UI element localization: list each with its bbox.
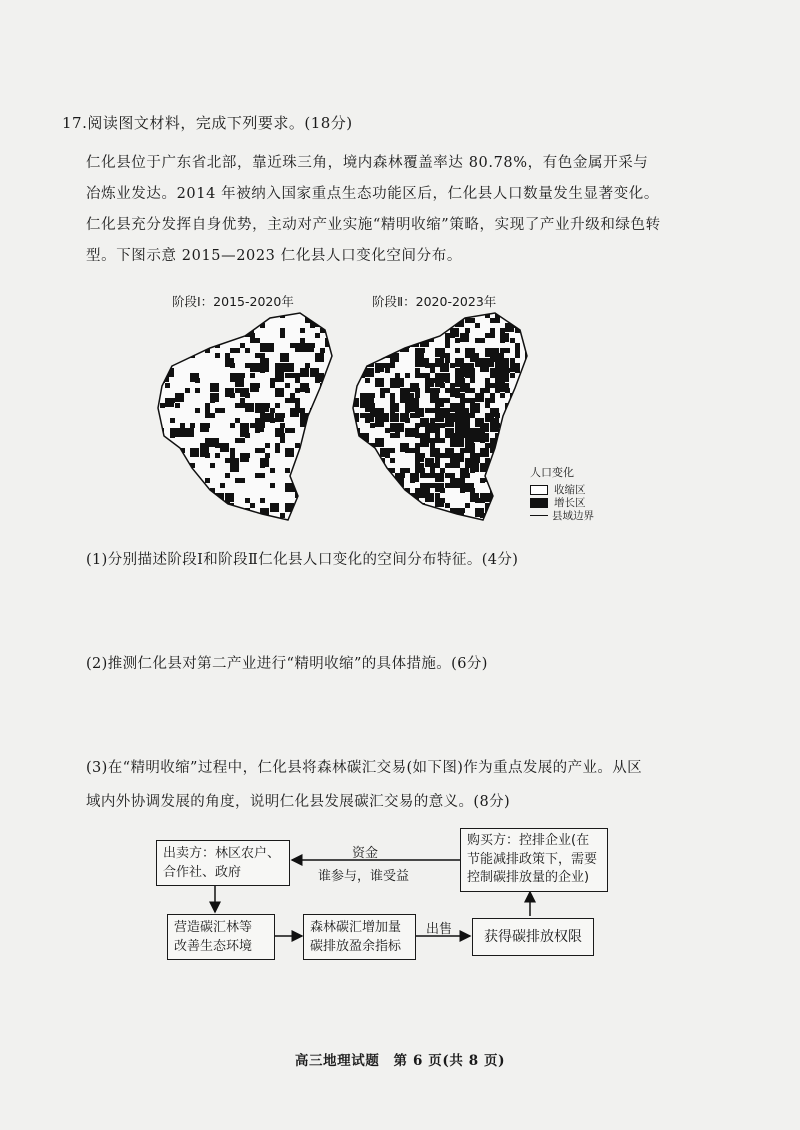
legend-growth-label: 增长区 bbox=[554, 497, 586, 509]
subquestion-3-line1: (3)在“精明收缩”过程中，仁化县将森林碳汇交易(如下图)作为重点发展的产业。从区 bbox=[86, 760, 643, 776]
paragraph-line: 仁化县位于广东省北部，靠近珠三角，境内森林覆盖率达 80.78%，有色金属开采与 bbox=[86, 155, 649, 171]
seller-line2: 合作社、政府 bbox=[163, 865, 242, 880]
stage1-title: 阶段Ⅰ：2015-2020年 bbox=[172, 294, 294, 309]
forest-box bbox=[167, 914, 275, 960]
question-heading: 17.阅读图文材料，完成下列要求。(18分) bbox=[62, 114, 353, 132]
carbon-line2: 碳排放盈余指标 bbox=[310, 939, 402, 954]
buyer-line2: 节能减排政策下，需要 bbox=[467, 851, 598, 867]
subquestion-3-line2: 域内外协调发展的角度，说明仁化县发展碳汇交易的意义。(8分) bbox=[86, 794, 511, 810]
carbon-line1: 森林碳汇增加量 bbox=[310, 920, 402, 935]
legend-boundary-label: 县域边界 bbox=[552, 510, 594, 522]
funds-label: 资金 bbox=[352, 846, 379, 861]
paragraph-line: 冶炼业发达。2014 年被纳入国家重点生态功能区后，仁化县人口数量发生显著变化。 bbox=[86, 186, 660, 202]
forest-line1: 营造碳汇林等 bbox=[174, 920, 253, 935]
stage1-map bbox=[150, 308, 340, 528]
forest-line2: 改善生态环境 bbox=[174, 939, 253, 954]
buyer-line1: 购买方：控排企业(在 bbox=[467, 833, 590, 848]
legend-title: 人口变化 bbox=[530, 466, 574, 479]
legend-shrink-label: 收缩区 bbox=[554, 484, 586, 496]
buyer-line3: 控制碳排放量的企业) bbox=[467, 870, 590, 885]
question-paragraph bbox=[86, 148, 686, 272]
buyer-box bbox=[460, 828, 608, 892]
rights-text: 获得碳排放权限 bbox=[484, 929, 582, 945]
who-label: 谁参与，谁受益 bbox=[318, 869, 410, 884]
map-legend bbox=[530, 464, 594, 522]
seller-line1: 出卖方：林区农户、 bbox=[163, 846, 281, 861]
paragraph-line: 型。下图示意 2015—2023 仁化县人口变化空间分布。 bbox=[86, 248, 462, 264]
carbon-box bbox=[303, 914, 416, 960]
subquestion-2: (2)推测仁化县对第二产业进行“精明收缩”的具体措施。(6分) bbox=[86, 656, 488, 672]
sell-label: 出售 bbox=[426, 922, 453, 937]
stage2-title: 阶段Ⅱ：2020-2023年 bbox=[372, 294, 497, 309]
paragraph-line: 仁化县充分发挥自身优势，主动对产业实施“精明收缩”策略，实现了产业升级和绿色转 bbox=[86, 217, 661, 233]
stage2-map bbox=[345, 308, 535, 528]
page-footer: 高三地理试题 第 6 页(共 8 页) bbox=[294, 1053, 506, 1069]
rights-box bbox=[472, 918, 594, 956]
legend-boundary bbox=[530, 509, 594, 522]
seller-box bbox=[156, 840, 290, 886]
subquestion-1: (1)分别描述阶段Ⅰ和阶段Ⅱ仁化县人口变化的空间分布特征。(4分) bbox=[86, 552, 519, 568]
